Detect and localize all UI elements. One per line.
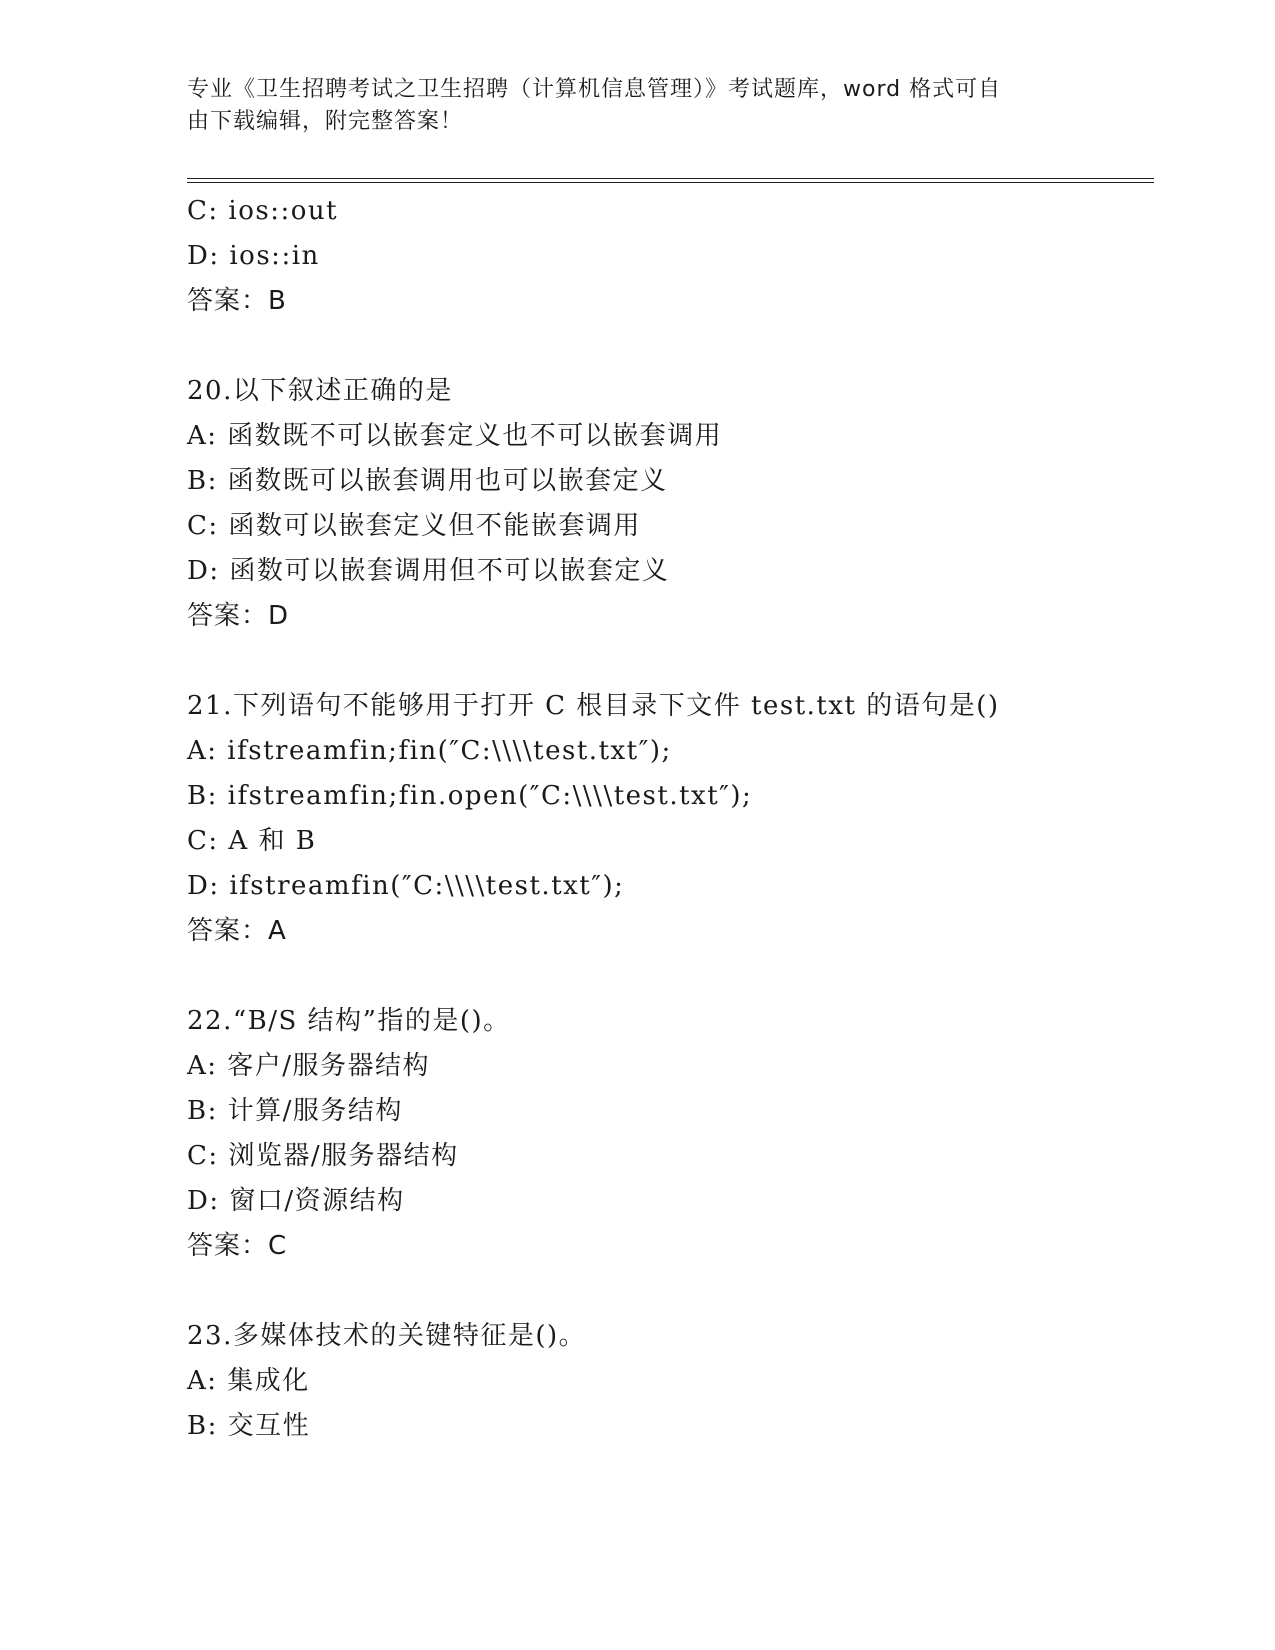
option-b-q21: B: ifstreamfin;fin.open(″C:\\\\test.txt″); — [187, 781, 753, 811]
option-d-q19: D: ios::in — [187, 241, 320, 271]
option-c-q20: C: 函数可以嵌套定义但不能嵌套调用 — [187, 511, 641, 541]
option-d-q22: D: 窗口/资源结构 — [187, 1186, 405, 1216]
answer-q22: 答案：C — [187, 1231, 288, 1261]
option-c-q22: C: 浏览器/服务器结构 — [187, 1141, 459, 1171]
option-b-q23: B: 交互性 — [187, 1411, 311, 1441]
option-b-q22: B: 计算/服务结构 — [187, 1096, 403, 1126]
question-20: 20.以下叙述正确的是 — [187, 376, 453, 406]
answer-q19: 答案：B — [187, 286, 287, 316]
header-line-2: 由下载编辑，附完整答案！ — [187, 109, 464, 134]
option-d-q21: D: ifstreamfin(″C:\\\\test.txt″); — [187, 871, 625, 901]
header-line-1: 专业《卫生招聘考试之卫生招聘（计算机信息管理）》考试题库，word 格式可自 — [187, 77, 1002, 102]
option-d-q20: D: 函数可以嵌套调用但不可以嵌套定义 — [187, 556, 670, 586]
option-b-q20: B: 函数既可以嵌套调用也可以嵌套定义 — [187, 466, 668, 496]
document-header — [187, 74, 1067, 138]
option-c-q19: C: ios::out — [187, 196, 339, 226]
option-a-q22: A: 客户/服务器结构 — [187, 1051, 431, 1081]
question-21: 21.下列语句不能够用于打开 C 根目录下文件 test.txt 的语句是() — [187, 691, 1000, 721]
answer-q20: 答案：D — [187, 601, 290, 631]
question-22: 22.“B/S 结构”指的是()。 — [187, 1006, 511, 1036]
option-a-q21: A: ifstreamfin;fin(″C:\\\\test.txt″); — [187, 736, 672, 766]
header-divider — [187, 178, 1154, 183]
option-a-q23: A: 集成化 — [187, 1366, 310, 1396]
answer-q21: 答案：A — [187, 916, 287, 946]
option-c-q21: C: A 和 B — [187, 826, 317, 856]
option-a-q20: A: 函数既不可以嵌套定义也不可以嵌套调用 — [187, 421, 723, 451]
question-23: 23.多媒体技术的关键特征是()。 — [187, 1321, 587, 1351]
